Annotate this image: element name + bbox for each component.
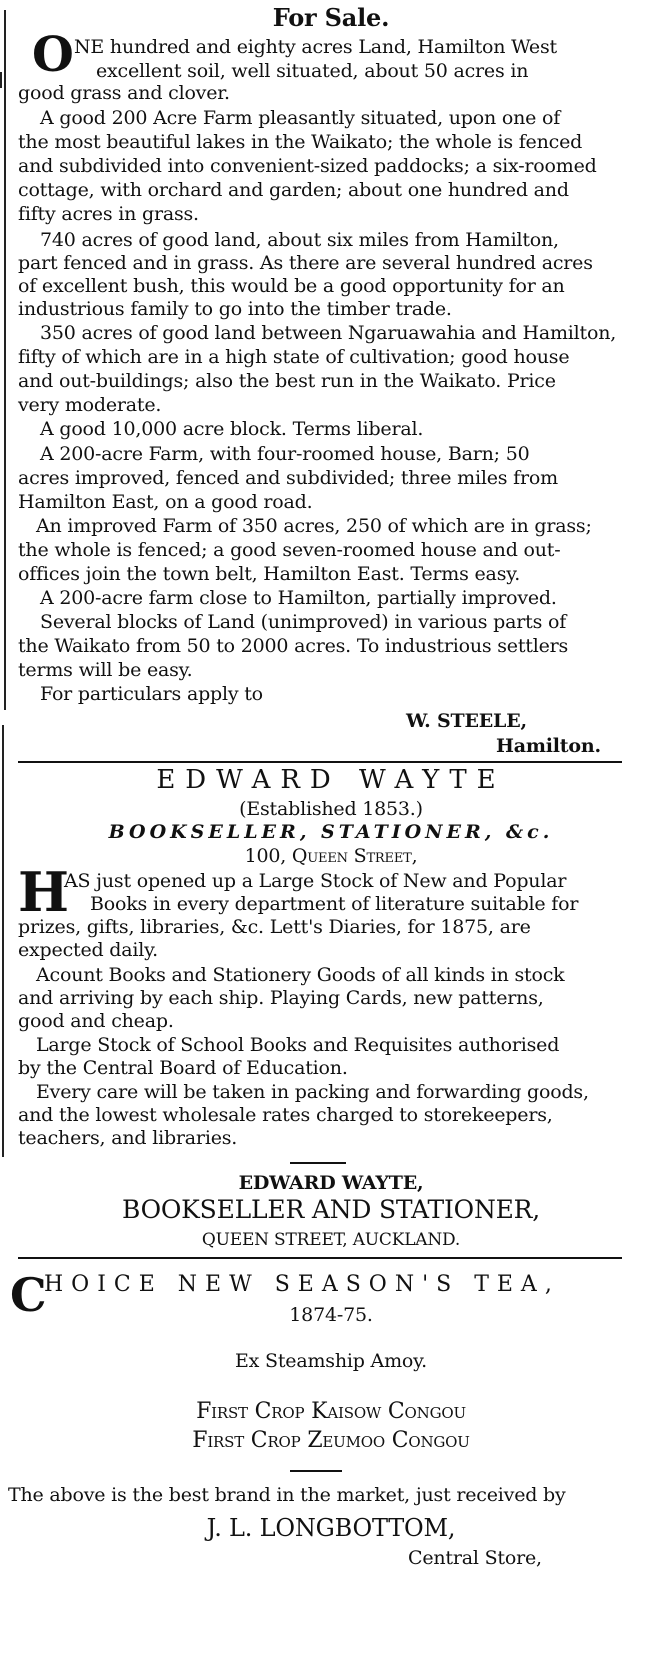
- apply-line: For particulars apply to: [40, 683, 263, 705]
- p5-line-1: A good 10,000 acre block. Terms liberal.: [40, 418, 424, 440]
- wayte-trade: BOOKSELLER, STATIONER, &c.: [108, 821, 554, 843]
- margin-mark: [0, 72, 2, 88]
- p7-line-2: the whole is fenced; a good seven-roomed house and out-: [18, 539, 561, 561]
- p1-line-3: good grass and clover.: [18, 82, 230, 104]
- p7-line-1: An improved Farm of 350 acres, 250 of which are in grass;: [36, 515, 592, 537]
- drop-cap-c: C: [10, 1268, 47, 1322]
- wayte-footer-address: QUEEN STREET, AUCKLAND.: [201, 1230, 461, 1250]
- signer-name: W. STEELE,: [406, 710, 527, 732]
- wayte-p4-line-2: and the lowest wholesale rates charged to storekeepers,: [18, 1104, 553, 1126]
- p9-line-2: the Waikato from 50 to 2000 acres. To industrious settlers: [18, 635, 569, 657]
- column-rule-left-lower: [2, 725, 4, 1157]
- tea-crop-1: First Crop Kaisow Congou: [196, 1399, 466, 1424]
- for-sale-heading: For Sale.: [272, 3, 390, 32]
- wayte-p3-line-1: Large Stock of School Books and Requisites authorised: [36, 1034, 560, 1056]
- p4-line-4: very moderate.: [18, 394, 162, 416]
- wayte-name: EDWARD WAYTE: [156, 765, 506, 795]
- tea-short-rule: [290, 1470, 342, 1472]
- p4-line-2: fifty of which are in a high state of cultivation; good house: [18, 346, 570, 368]
- wayte-p4-line-1: Every care will be taken in packing and forwarding goods,: [36, 1081, 589, 1103]
- p2-line-5: fifty acres in grass.: [18, 203, 199, 225]
- wayte-footer-trade: BOOKSELLER AND STATIONER,: [121, 1195, 541, 1224]
- tea-note: The above is the best brand in the market, just received by: [8, 1484, 566, 1506]
- p3-line-3: of excellent bush, this would be a good opportunity for an: [18, 275, 565, 297]
- wayte-p1-line-2: Books in every department of literature suitable for: [90, 893, 579, 915]
- wayte-footer-name: EDWARD WAYTE,: [238, 1172, 424, 1194]
- p9-line-1: Several blocks of Land (unimproved) in various parts of: [40, 611, 567, 633]
- tea-store: Central Store,: [408, 1547, 542, 1569]
- p3-line-2: part fenced and in grass. As there are several hundred acres: [18, 252, 593, 274]
- p6-line-3: Hamilton East, on a good road.: [18, 491, 313, 513]
- drop-cap-o: O: [32, 27, 74, 83]
- p9-line-3: terms will be easy.: [18, 659, 193, 681]
- p1-line-1: NE hundred and eighty acres Land, Hamilton West: [74, 36, 557, 58]
- p4-line-1: 350 acres of good land between Ngaruawahia and Hamilton,: [40, 322, 617, 344]
- tea-heading: HOICE NEW SEASON'S TEA,: [44, 1272, 560, 1297]
- p2-line-3: and subdivided into convenient-sized paddocks; a six-roomed: [18, 155, 597, 177]
- drop-cap-h: H: [18, 860, 70, 924]
- wayte-p1-line-1: AS just opened up a Large Stock of New and Popular: [64, 870, 567, 892]
- p2-line-1: A good 200 Acre Farm pleasantly situated, upon one of: [40, 107, 561, 129]
- p3-line-1: 740 acres of good land, about six miles from Hamilton,: [40, 229, 559, 251]
- signer-place: Hamilton.: [496, 735, 601, 757]
- tea-season: 1874-75.: [289, 1304, 373, 1326]
- wayte-p2-line-1: Acount Books and Stationery Goods of all kinds in stock: [36, 964, 565, 986]
- tea-seller: J. L. LONGBOTTOM,: [206, 1514, 456, 1542]
- divider-rule-2: [18, 1257, 622, 1259]
- column-rule-left: [4, 10, 6, 710]
- wayte-established: (Established 1853.): [239, 798, 423, 820]
- p8-line-1: A 200-acre farm close to Hamilton, partially improved.: [40, 587, 557, 609]
- p2-line-4: cottage, with orchard and garden; about one hundred and: [18, 179, 569, 201]
- p1-line-2: excellent soil, well situated, about 50 acres in: [96, 60, 529, 82]
- p2-line-2: the most beautiful lakes in the Waikato; the whole is fenced: [18, 131, 583, 153]
- wayte-p1-line-4: expected daily.: [18, 939, 158, 961]
- p7-line-3: offices join the town belt, Hamilton East. Terms easy.: [18, 563, 521, 585]
- p6-line-2: acres improved, fenced and subdivided; three miles from: [18, 467, 558, 489]
- wayte-p2-line-2: and arriving by each ship. Playing Cards, new patterns,: [18, 987, 544, 1009]
- for-sale-advertisement: [18, 0, 644, 760]
- p3-line-4: industrious family to go into the timber trade.: [18, 298, 452, 320]
- tea-ship: Ex Steamship Amoy.: [235, 1350, 427, 1372]
- tea-crop-2: First Crop Zeumoo Congou: [192, 1428, 470, 1453]
- tea-advertisement: [8, 1260, 644, 1655]
- wayte-advertisement: [18, 762, 644, 1252]
- short-rule: [290, 1162, 346, 1164]
- wayte-p3-line-2: by the Central Board of Education.: [18, 1057, 348, 1079]
- p6-line-1: A 200-acre Farm, with four-roomed house, Barn; 50: [40, 443, 530, 465]
- p4-line-3: and out-buildings; also the best run in the Waikato. Price: [18, 370, 556, 392]
- wayte-address: 100, Queen Street,: [244, 845, 418, 867]
- wayte-p1-line-3: prizes, gifts, libraries, &c. Lett's Diaries, for 1875, are: [18, 916, 531, 938]
- wayte-p4-line-3: teachers, and libraries.: [18, 1127, 238, 1149]
- wayte-p2-line-3: good and cheap.: [18, 1010, 174, 1032]
